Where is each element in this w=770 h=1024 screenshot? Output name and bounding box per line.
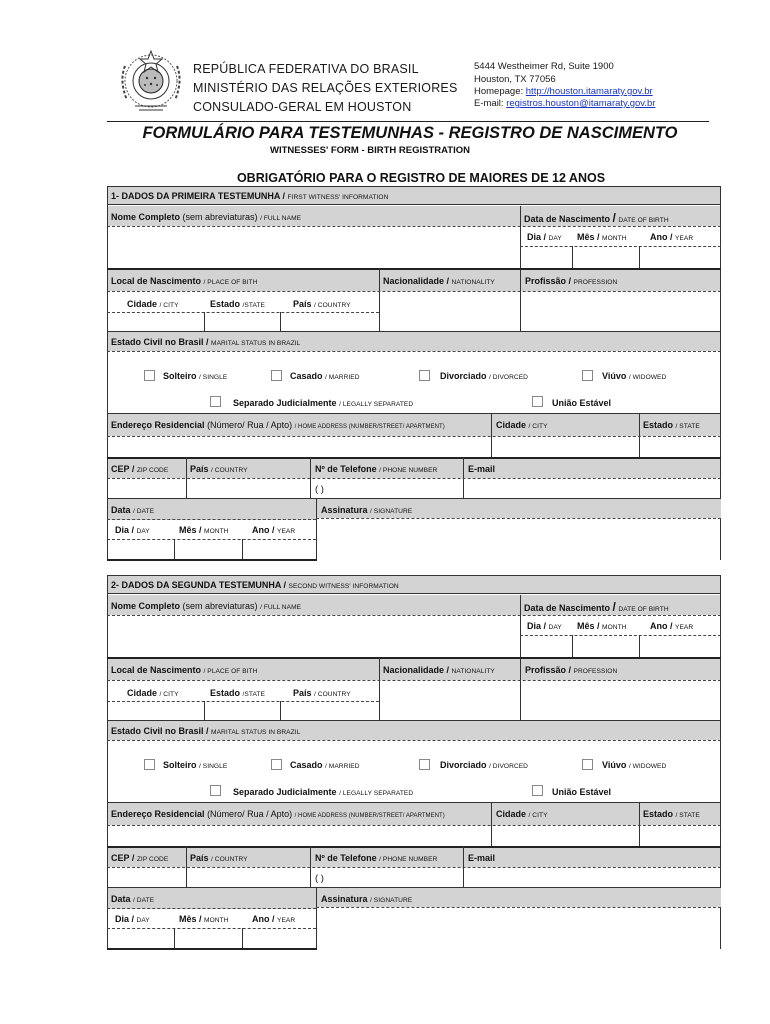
birth-state-field[interactable]	[205, 702, 279, 719]
date-month-label: Mês / MONTH	[179, 914, 229, 924]
separated-checkbox[interactable]	[210, 396, 221, 407]
married-checkbox[interactable]	[271, 759, 282, 770]
email-input[interactable]	[464, 868, 719, 886]
full-name-field[interactable]	[109, 617, 517, 657]
zip-field[interactable]	[109, 479, 185, 497]
married-checkbox[interactable]	[271, 370, 282, 381]
home-address-field[interactable]	[109, 437, 490, 456]
signature-field[interactable]	[317, 519, 719, 559]
dob-year-field[interactable]	[640, 247, 719, 268]
date-year-label: Ano / YEAR	[252, 525, 296, 535]
nationality-field[interactable]	[380, 681, 519, 719]
date-day-label: Dia / DAY	[115, 525, 150, 535]
date-month-label: Mês / MONTH	[179, 525, 229, 535]
dob-month-label: Mês / MONTH	[577, 232, 627, 242]
email-label: E-mail:	[474, 98, 504, 109]
address-country-field[interactable]	[187, 868, 309, 886]
single-label: Solteiro / SINGLE	[163, 371, 228, 381]
header-republic: REPÚBLICA FEDERATIVA DO BRASIL	[193, 62, 419, 76]
marital-status-label: Estado Civil no Brasil / MARITAL STATUS IN BRAZIL	[111, 726, 301, 736]
birth-country-label: País / COUNTRY	[293, 688, 351, 698]
signature-label: Assinatura / SIGNATURE	[321, 894, 413, 904]
date-label: Data / DATE	[111, 505, 155, 515]
phone-label: Nº de Telefone / PHONE NUMBER	[315, 464, 438, 474]
separated-label: Separado Judicialmente / LEGALLY SEPARATED	[233, 398, 414, 408]
birth-city-field[interactable]	[109, 702, 203, 719]
widowed-label: Viúvo / WIDOWED	[602, 371, 667, 381]
address-city-field[interactable]	[492, 826, 638, 845]
signature-field[interactable]	[317, 908, 719, 948]
header-ministry: MINISTÉRIO DAS RELAÇÕES EXTERIORES	[193, 81, 458, 95]
birth-city-field[interactable]	[109, 313, 203, 330]
header-divider	[107, 121, 709, 122]
date-year-label: Ano / YEAR	[252, 914, 296, 924]
address-state-label: Estado / STATE	[643, 420, 700, 430]
separated-label: Separado Judicialmente / LEGALLY SEPARATED	[233, 787, 414, 797]
birth-country-field[interactable]	[281, 702, 378, 719]
date-month-field[interactable]	[175, 929, 241, 947]
form-title: FORMULÁRIO PARA TESTEMUNHAS - REGISTRO DE NASCIMENTO	[142, 124, 678, 142]
full-name-label: Nome Completo (sem abreviaturas) / FULL NAME	[111, 601, 302, 611]
date-day-label: Dia / DAY	[115, 914, 150, 924]
birth-city-label: Cidade / CITY	[127, 299, 179, 309]
date-label: Data / DATE	[111, 894, 155, 904]
address-city-label: Cidade / CITY	[496, 809, 548, 819]
birth-state-field[interactable]	[205, 313, 279, 330]
stable-union-label: União Estável	[552, 398, 612, 408]
phone-mask: ( )	[315, 873, 324, 884]
zip-label: CEP / ZIP CODE	[111, 464, 169, 474]
widowed-checkbox[interactable]	[582, 370, 593, 381]
phone-field[interactable]	[311, 479, 462, 497]
address-line-2: Houston, TX 77056	[474, 74, 556, 85]
single-checkbox[interactable]	[144, 370, 155, 381]
dob-day-label: Dia / DAY	[527, 621, 562, 631]
nationality-label: Nacionalidade / NATIONALITY	[383, 665, 495, 675]
home-address-label: Endereço Residencial (Número/ Rua / Apto) / HOME ADDRESS (NUMBER/STREET/ APARTMENT)	[111, 420, 445, 430]
profession-field[interactable]	[521, 681, 719, 719]
birthplace-label: Local de Nascimento / PLACE OF BITH	[111, 665, 258, 675]
section-heading: 2- DADOS DA SEGUNDA TESTEMUNHA / SECOND WITNESS' INFORMATION	[111, 580, 399, 590]
married-label: Casado / MARRIED	[290, 760, 360, 770]
birth-country-field[interactable]	[281, 313, 378, 330]
form-subtitle: WITNESSES' FORM - BIRTH REGISTRATION	[270, 145, 470, 156]
full-name-label: Nome Completo (sem abreviaturas) / FULL NAME	[111, 212, 302, 222]
dob-month-field[interactable]	[573, 636, 638, 657]
brazil-coat-of-arms-icon	[115, 48, 187, 114]
nationality-label: Nacionalidade / NATIONALITY	[383, 276, 495, 286]
address-state-field[interactable]	[640, 826, 719, 845]
date-day-field[interactable]	[109, 540, 173, 558]
stable-union-checkbox[interactable]	[532, 785, 543, 796]
date-year-field[interactable]	[243, 929, 315, 947]
email-field-label: E-mail	[468, 853, 496, 863]
dob-day-field[interactable]	[521, 636, 571, 657]
address-city-field[interactable]	[492, 437, 638, 456]
single-checkbox[interactable]	[144, 759, 155, 770]
date-month-field[interactable]	[175, 540, 241, 558]
birth-city-label: Cidade / CITY	[127, 688, 179, 698]
profession-label: Profissão / PROFESSION	[525, 276, 618, 286]
address-city-label: Cidade / CITY	[496, 420, 548, 430]
divorced-label: Divorciado / DIVORCED	[440, 371, 528, 381]
address-line-1: 5444 Westheimer Rd, Suite 1900	[474, 61, 614, 72]
birth-state-label: Estado /STATE	[210, 688, 265, 698]
divorced-label: Divorciado / DIVORCED	[440, 760, 528, 770]
zip-label: CEP / ZIP CODE	[111, 853, 169, 863]
profession-field[interactable]	[521, 292, 719, 330]
email-input[interactable]	[464, 479, 719, 497]
address-country-label: País / COUNTRY	[190, 853, 248, 863]
zip-field[interactable]	[109, 868, 185, 886]
date-day-field[interactable]	[109, 929, 173, 947]
divorced-checkbox[interactable]	[419, 370, 430, 381]
header-consulate: CONSULADO-GERAL EM HOUSTON	[193, 100, 412, 114]
mandatory-notice: OBRIGATÓRIO PARA O REGISTRO DE MAIORES DE 12 ANOS	[236, 171, 606, 185]
full-name-field[interactable]	[109, 228, 517, 268]
homepage-label: Homepage:	[474, 86, 524, 97]
phone-mask: ( )	[315, 484, 324, 495]
dob-year-label: Ano / YEAR	[650, 232, 694, 242]
homepage-line	[474, 86, 653, 97]
separated-checkbox[interactable]	[210, 785, 221, 796]
birthplace-label: Local de Nascimento / PLACE OF BITH	[111, 276, 258, 286]
address-state-label: Estado / STATE	[643, 809, 700, 819]
section-heading: 1- DADOS DA PRIMEIRA TESTEMUNHA / FIRST WITNESS' INFORMATION	[111, 191, 389, 201]
phone-field[interactable]	[311, 868, 462, 886]
stable-union-checkbox[interactable]	[532, 396, 543, 407]
birth-state-label: Estado /STATE	[210, 299, 265, 309]
dob-year-label: Ano / YEAR	[650, 621, 694, 631]
email-link[interactable]: registros.houston@itamaraty.gov.br	[506, 98, 656, 109]
signature-label: Assinatura / SIGNATURE	[321, 505, 413, 515]
home-address-field[interactable]	[109, 826, 490, 845]
profession-label: Profissão / PROFESSION	[525, 665, 618, 675]
widowed-label: Viúvo / WIDOWED	[602, 760, 667, 770]
dob-month-label: Mês / MONTH	[577, 621, 627, 631]
widowed-checkbox[interactable]	[582, 759, 593, 770]
address-state-field[interactable]	[640, 437, 719, 456]
dob-month-field[interactable]	[573, 247, 638, 268]
dob-year-field[interactable]	[640, 636, 719, 657]
dob-day-field[interactable]	[521, 247, 571, 268]
divorced-checkbox[interactable]	[419, 759, 430, 770]
marital-status-label: Estado Civil no Brasil / MARITAL STATUS IN BRAZIL	[111, 337, 301, 347]
married-label: Casado / MARRIED	[290, 371, 360, 381]
single-label: Solteiro / SINGLE	[163, 760, 228, 770]
email-field-label: E-mail	[468, 464, 496, 474]
homepage-link[interactable]: http://houston.itamaraty.gov.br	[525, 86, 653, 97]
phone-label: Nº de Telefone / PHONE NUMBER	[315, 853, 438, 863]
dob-day-label: Dia / DAY	[527, 232, 562, 242]
date-year-field[interactable]	[243, 540, 315, 558]
email-line	[474, 98, 655, 109]
stable-union-label: União Estável	[552, 787, 612, 797]
nationality-field[interactable]	[380, 292, 519, 330]
address-country-label: País / COUNTRY	[190, 464, 248, 474]
home-address-label: Endereço Residencial (Número/ Rua / Apto) / HOME ADDRESS (NUMBER/STREET/ APARTMENT)	[111, 809, 445, 819]
dob-label: Data de Nascimento / DATE OF BIRTH	[524, 600, 669, 614]
dob-label: Data de Nascimento / DATE OF BIRTH	[524, 211, 669, 225]
address-country-field[interactable]	[187, 479, 309, 497]
birth-country-label: País / COUNTRY	[293, 299, 351, 309]
